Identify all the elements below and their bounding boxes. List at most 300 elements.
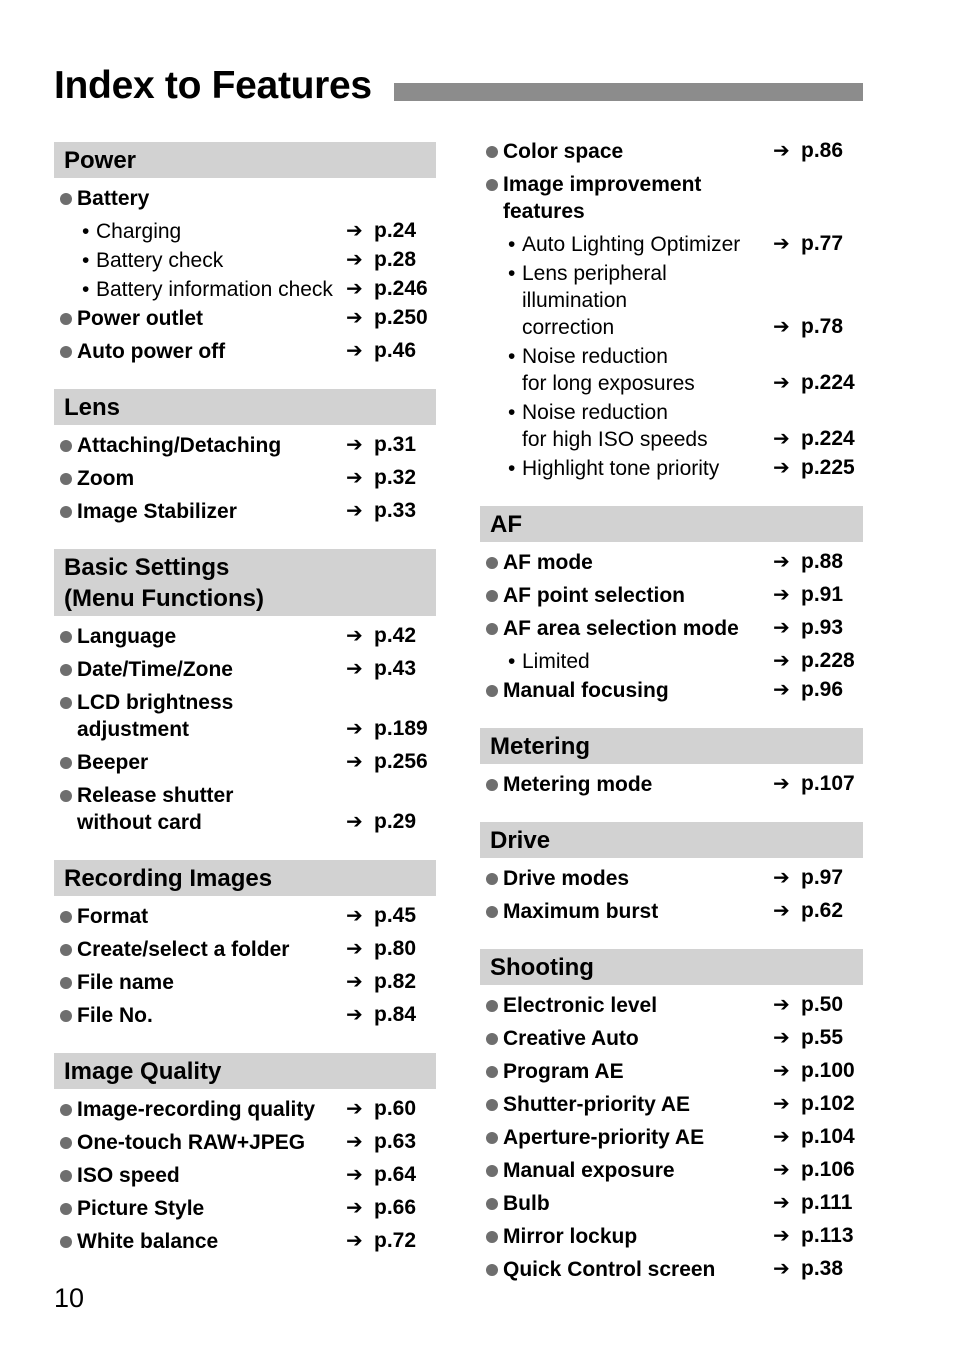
index-entry bbox=[480, 1058, 863, 1085]
page-reference[interactable] bbox=[346, 464, 436, 492]
page-reference[interactable] bbox=[773, 454, 863, 482]
bullet-icon bbox=[486, 1066, 498, 1078]
entry-label: Shutter-priority AE bbox=[503, 1093, 691, 1116]
page-reference[interactable] bbox=[773, 137, 863, 165]
arrow-right-icon: ➔ bbox=[346, 340, 363, 362]
page-ref-text: p.225 bbox=[801, 456, 855, 479]
page-ref-text: p.32 bbox=[374, 466, 417, 489]
page-reference[interactable] bbox=[346, 902, 436, 930]
entry-label: LCD brightness adjustment bbox=[77, 691, 234, 741]
entry-label: Metering mode bbox=[503, 773, 653, 796]
page-reference[interactable] bbox=[346, 715, 436, 743]
bullet-icon bbox=[486, 179, 498, 191]
page-ref-text: p.66 bbox=[374, 1196, 417, 1219]
page-reference[interactable] bbox=[773, 313, 863, 341]
index-entry bbox=[54, 782, 436, 836]
page-reference[interactable] bbox=[346, 497, 436, 525]
index-entry bbox=[480, 1124, 863, 1151]
bullet-icon bbox=[486, 557, 498, 569]
page-reference[interactable] bbox=[346, 1227, 436, 1255]
page-ref-text: p.64 bbox=[374, 1163, 417, 1186]
page-number: 10 bbox=[54, 1283, 85, 1313]
index-entry bbox=[480, 549, 863, 576]
page-reference[interactable] bbox=[773, 1057, 863, 1085]
index-entry bbox=[54, 1129, 436, 1156]
page-reference[interactable] bbox=[346, 1128, 436, 1156]
page-ref-text: p.43 bbox=[374, 657, 417, 680]
arrow-right-icon: ➔ bbox=[773, 650, 790, 672]
entry-label: Auto power off bbox=[77, 340, 226, 363]
page-ref-text: p.84 bbox=[374, 1003, 417, 1026]
entry-label: AF point selection bbox=[503, 584, 686, 607]
section-header: Basic Settings (Menu Functions) bbox=[54, 549, 436, 616]
entry-label: Picture Style bbox=[77, 1197, 205, 1220]
section-recording-images bbox=[54, 860, 436, 1029]
page-ref-text: p.45 bbox=[374, 904, 417, 927]
arrow-right-icon: ➔ bbox=[773, 617, 790, 639]
index-entry bbox=[54, 498, 436, 525]
page-ref-text: p.224 bbox=[801, 427, 855, 450]
page-ref-text: p.86 bbox=[801, 139, 844, 162]
entry-label: Date/Time/Zone bbox=[77, 658, 233, 681]
index-entry bbox=[480, 677, 863, 704]
index-entry bbox=[480, 615, 863, 642]
bullet-icon bbox=[60, 790, 72, 802]
section-lens bbox=[54, 389, 436, 525]
page-ref-text: p.250 bbox=[374, 306, 428, 329]
entry-label: Image Stabilizer bbox=[77, 500, 237, 523]
index-entry bbox=[480, 171, 863, 225]
page-reference[interactable] bbox=[773, 1189, 863, 1217]
index-entry bbox=[54, 1096, 436, 1123]
arrow-right-icon: ➔ bbox=[773, 867, 790, 889]
page-reference[interactable] bbox=[346, 808, 436, 836]
entry-label: Manual focusing bbox=[503, 679, 669, 702]
index-entry bbox=[480, 455, 863, 482]
arrow-right-icon: ➔ bbox=[773, 457, 790, 479]
entry-label: Beeper bbox=[77, 751, 149, 774]
bullet-icon bbox=[486, 623, 498, 635]
index-entry bbox=[54, 1162, 436, 1189]
page-reference[interactable] bbox=[773, 369, 863, 397]
entry-label: Noise reduction for high ISO speeds bbox=[522, 401, 708, 451]
index-entry bbox=[54, 276, 436, 303]
arrow-right-icon: ➔ bbox=[346, 1197, 363, 1219]
entry-label: Attaching/Detaching bbox=[77, 434, 282, 457]
arrow-right-icon: ➔ bbox=[346, 625, 363, 647]
bullet-icon bbox=[60, 1203, 72, 1215]
index-entry bbox=[54, 338, 436, 365]
page-reference[interactable] bbox=[346, 217, 436, 245]
index-entry bbox=[54, 305, 436, 332]
entry-label: Quick Control screen bbox=[503, 1258, 716, 1281]
arrow-right-icon: ➔ bbox=[346, 811, 363, 833]
page-reference[interactable] bbox=[346, 1095, 436, 1123]
section-header: Power bbox=[54, 142, 436, 178]
entry-label: File No. bbox=[77, 1004, 153, 1027]
page-reference[interactable] bbox=[773, 770, 863, 798]
arrow-right-icon: ➔ bbox=[773, 679, 790, 701]
entry-label: Auto Lighting Optimizer bbox=[522, 233, 741, 256]
entry-label: Manual exposure bbox=[503, 1159, 675, 1182]
bullet-icon bbox=[60, 313, 72, 325]
section-continued bbox=[480, 138, 863, 482]
sub-bullet: • bbox=[508, 233, 516, 256]
index-entry bbox=[480, 1256, 863, 1283]
bullet-icon bbox=[486, 1231, 498, 1243]
arrow-right-icon: ➔ bbox=[773, 1225, 790, 1247]
bullet-icon bbox=[486, 1198, 498, 1210]
index-entry bbox=[54, 936, 436, 963]
bullet-icon bbox=[60, 193, 72, 205]
page-ref-text: p.106 bbox=[801, 1158, 855, 1181]
index-entry bbox=[54, 689, 436, 743]
page-reference[interactable] bbox=[773, 1024, 863, 1052]
entry-label: White balance bbox=[77, 1230, 219, 1253]
page-ref-text: p.93 bbox=[801, 616, 844, 639]
entry-label: Aperture-priority AE bbox=[503, 1126, 705, 1149]
arrow-right-icon: ➔ bbox=[773, 140, 790, 162]
arrow-right-icon: ➔ bbox=[346, 658, 363, 680]
bullet-icon bbox=[60, 911, 72, 923]
bullet-icon bbox=[486, 906, 498, 918]
entry-label: Format bbox=[77, 905, 149, 928]
arrow-right-icon: ➔ bbox=[346, 1004, 363, 1026]
entry-label: Maximum burst bbox=[503, 900, 659, 923]
bullet-icon bbox=[486, 1000, 498, 1012]
bullet-icon bbox=[486, 1165, 498, 1177]
index-entry bbox=[54, 749, 436, 776]
page-ref-text: p.28 bbox=[374, 248, 417, 271]
page-ref-text: p.256 bbox=[374, 750, 428, 773]
bullet-icon bbox=[60, 977, 72, 989]
entry-label: Mirror lockup bbox=[503, 1225, 638, 1248]
bullet-icon bbox=[60, 506, 72, 518]
bullet-icon bbox=[486, 1132, 498, 1144]
page-reference[interactable] bbox=[346, 1161, 436, 1189]
page-reference[interactable] bbox=[346, 304, 436, 332]
sub-bullet: • bbox=[508, 401, 516, 424]
page-ref-text: p.104 bbox=[801, 1125, 855, 1148]
page-ref-text: p.31 bbox=[374, 433, 417, 456]
page-ref-text: p.82 bbox=[374, 970, 417, 993]
section-shooting bbox=[480, 949, 863, 1283]
page-reference[interactable] bbox=[346, 275, 436, 303]
arrow-right-icon: ➔ bbox=[773, 428, 790, 450]
page-ref-text: p.33 bbox=[374, 499, 417, 522]
page-reference[interactable] bbox=[773, 548, 863, 576]
bullet-icon bbox=[486, 1099, 498, 1111]
arrow-right-icon: ➔ bbox=[346, 718, 363, 740]
entry-label: Limited bbox=[522, 650, 590, 673]
bullet-icon bbox=[60, 1010, 72, 1022]
page-ref-text: p.228 bbox=[801, 649, 855, 672]
entry-label: Power outlet bbox=[77, 307, 204, 330]
page-ref-text: p.29 bbox=[374, 810, 417, 833]
arrow-right-icon: ➔ bbox=[346, 971, 363, 993]
entry-label: Language bbox=[77, 625, 177, 648]
index-entry bbox=[480, 138, 863, 165]
page-ref-text: p.46 bbox=[374, 339, 417, 362]
index-entry bbox=[480, 865, 863, 892]
entry-label: AF mode bbox=[503, 551, 593, 574]
index-entry bbox=[54, 247, 436, 274]
entry-label: AF area selection mode bbox=[503, 617, 739, 640]
page-reference[interactable] bbox=[773, 897, 863, 925]
arrow-right-icon: ➔ bbox=[346, 467, 363, 489]
index-entry bbox=[54, 218, 436, 245]
arrow-right-icon: ➔ bbox=[346, 500, 363, 522]
entry-label: Zoom bbox=[77, 467, 135, 490]
section-basic-settings-menu-functions bbox=[54, 549, 436, 836]
index-entry bbox=[480, 582, 863, 609]
bullet-icon bbox=[60, 697, 72, 709]
page-title: Index to Features bbox=[54, 64, 372, 107]
entry-label: Bulb bbox=[503, 1192, 550, 1215]
index-entry bbox=[54, 185, 436, 212]
page-reference[interactable] bbox=[773, 1222, 863, 1250]
index-entry bbox=[480, 399, 863, 453]
arrow-right-icon: ➔ bbox=[773, 1159, 790, 1181]
entry-label: Battery information check bbox=[96, 278, 333, 301]
bullet-icon bbox=[60, 1170, 72, 1182]
arrow-right-icon: ➔ bbox=[346, 1230, 363, 1252]
arrow-right-icon: ➔ bbox=[773, 900, 790, 922]
entry-label: File name bbox=[77, 971, 174, 994]
section-image-quality bbox=[54, 1053, 436, 1255]
entry-label: Create/select a folder bbox=[77, 938, 290, 961]
arrow-right-icon: ➔ bbox=[773, 233, 790, 255]
page-reference[interactable] bbox=[346, 337, 436, 365]
page-reference[interactable] bbox=[773, 230, 863, 258]
arrow-right-icon: ➔ bbox=[346, 249, 363, 271]
page-reference[interactable] bbox=[773, 1156, 863, 1184]
page-reference[interactable] bbox=[346, 655, 436, 683]
right-column bbox=[480, 138, 863, 1307]
page-ref-text: p.72 bbox=[374, 1229, 417, 1252]
section-header: Shooting bbox=[480, 949, 863, 985]
arrow-right-icon: ➔ bbox=[346, 751, 363, 773]
page-ref-text: p.24 bbox=[374, 219, 417, 242]
entry-label: Highlight tone priority bbox=[522, 457, 720, 480]
sub-bullet: • bbox=[508, 457, 516, 480]
entry-label: Color space bbox=[503, 140, 624, 163]
page-ref-text: p.189 bbox=[374, 717, 428, 740]
page-reference[interactable] bbox=[346, 968, 436, 996]
section-header: AF bbox=[480, 506, 863, 542]
entry-label: Image-recording quality bbox=[77, 1098, 316, 1121]
index-entry bbox=[54, 432, 436, 459]
page-reference[interactable] bbox=[346, 246, 436, 274]
page-ref-text: p.50 bbox=[801, 993, 844, 1016]
arrow-right-icon: ➔ bbox=[346, 905, 363, 927]
index-entry bbox=[480, 898, 863, 925]
index-entry bbox=[54, 1228, 436, 1255]
sub-bullet: • bbox=[508, 650, 516, 673]
arrow-right-icon: ➔ bbox=[346, 938, 363, 960]
arrow-right-icon: ➔ bbox=[346, 1131, 363, 1153]
index-entry bbox=[480, 1223, 863, 1250]
section-header: Drive bbox=[480, 822, 863, 858]
page-ref-text: p.111 bbox=[801, 1191, 853, 1214]
entry-label: Release shutter without card bbox=[77, 784, 234, 834]
index-entry bbox=[54, 623, 436, 650]
bullet-icon bbox=[486, 685, 498, 697]
page-ref-text: p.77 bbox=[801, 232, 844, 255]
index-entry bbox=[480, 1025, 863, 1052]
arrow-right-icon: ➔ bbox=[346, 220, 363, 242]
arrow-right-icon: ➔ bbox=[773, 773, 790, 795]
page-ref-text: p.62 bbox=[801, 899, 844, 922]
arrow-right-icon: ➔ bbox=[346, 434, 363, 456]
page-ref-text: p.113 bbox=[801, 1224, 854, 1247]
entry-label: ISO speed bbox=[77, 1164, 180, 1187]
entry-label: Battery bbox=[77, 187, 150, 210]
page-reference[interactable] bbox=[346, 1194, 436, 1222]
page-ref-text: p.78 bbox=[801, 315, 844, 338]
index-entry bbox=[480, 343, 863, 397]
sub-bullet: • bbox=[82, 278, 90, 301]
page-reference[interactable] bbox=[346, 1001, 436, 1029]
sub-bullet: • bbox=[82, 220, 90, 243]
page-reference[interactable] bbox=[346, 935, 436, 963]
index-entry bbox=[54, 465, 436, 492]
section-header: Lens bbox=[54, 389, 436, 425]
page-reference[interactable] bbox=[346, 431, 436, 459]
arrow-right-icon: ➔ bbox=[346, 1164, 363, 1186]
page-ref-text: p.63 bbox=[374, 1130, 417, 1153]
page-reference[interactable] bbox=[346, 622, 436, 650]
entry-label: One-touch RAW+JPEG bbox=[77, 1131, 306, 1154]
page-ref-text: p.91 bbox=[801, 583, 844, 606]
index-entry bbox=[480, 1157, 863, 1184]
page-ref-text: p.100 bbox=[801, 1059, 855, 1082]
page-reference[interactable] bbox=[773, 676, 863, 704]
index-entry bbox=[480, 1190, 863, 1217]
page-reference[interactable] bbox=[773, 1255, 863, 1283]
page-reference[interactable] bbox=[773, 581, 863, 609]
arrow-right-icon: ➔ bbox=[773, 584, 790, 606]
index-entry bbox=[54, 903, 436, 930]
sub-bullet: • bbox=[508, 262, 516, 285]
arrow-right-icon: ➔ bbox=[773, 372, 790, 394]
page-reference[interactable] bbox=[773, 614, 863, 642]
page-ref-text: p.102 bbox=[801, 1092, 855, 1115]
arrow-right-icon: ➔ bbox=[773, 1060, 790, 1082]
entry-label: Lens peripheral illumination correction bbox=[522, 262, 667, 339]
entry-label: Image improvement features bbox=[503, 173, 702, 223]
index-entry bbox=[480, 1091, 863, 1118]
page-ref-text: p.224 bbox=[801, 371, 855, 394]
index-entry bbox=[480, 231, 863, 258]
page-reference[interactable] bbox=[773, 991, 863, 1019]
arrow-right-icon: ➔ bbox=[773, 994, 790, 1016]
entry-label: Battery check bbox=[96, 249, 224, 272]
bullet-icon bbox=[60, 944, 72, 956]
index-entry bbox=[54, 1195, 436, 1222]
section-af bbox=[480, 506, 863, 704]
bullet-icon bbox=[60, 757, 72, 769]
bullet-icon bbox=[486, 873, 498, 885]
arrow-right-icon: ➔ bbox=[346, 278, 363, 300]
bullet-icon bbox=[486, 590, 498, 602]
arrow-right-icon: ➔ bbox=[773, 1093, 790, 1115]
page-reference[interactable] bbox=[773, 864, 863, 892]
page-reference[interactable] bbox=[773, 647, 863, 675]
page-ref-text: p.97 bbox=[801, 866, 844, 889]
page-ref-text: p.246 bbox=[374, 277, 428, 300]
page-reference[interactable] bbox=[773, 1123, 863, 1151]
page-ref-text: p.42 bbox=[374, 624, 417, 647]
bullet-icon bbox=[486, 1033, 498, 1045]
page-ref-text: p.88 bbox=[801, 550, 844, 573]
bullet-icon bbox=[60, 1137, 72, 1149]
sub-bullet: • bbox=[508, 345, 516, 368]
left-column bbox=[54, 142, 436, 1279]
entry-label: Program AE bbox=[503, 1060, 624, 1083]
entry-label: Creative Auto bbox=[503, 1027, 639, 1050]
arrow-right-icon: ➔ bbox=[773, 316, 790, 338]
entry-label: Drive modes bbox=[503, 867, 630, 890]
page-ref-text: p.107 bbox=[801, 772, 855, 795]
arrow-right-icon: ➔ bbox=[773, 551, 790, 573]
arrow-right-icon: ➔ bbox=[346, 1098, 363, 1120]
arrow-right-icon: ➔ bbox=[773, 1126, 790, 1148]
section-power bbox=[54, 142, 436, 365]
index-entry bbox=[480, 992, 863, 1019]
bullet-icon bbox=[486, 779, 498, 791]
arrow-right-icon: ➔ bbox=[773, 1027, 790, 1049]
sub-bullet: • bbox=[82, 249, 90, 272]
entry-label: Noise reduction for long exposures bbox=[522, 345, 695, 395]
index-entry bbox=[480, 260, 863, 341]
bullet-icon bbox=[60, 1236, 72, 1248]
index-entry bbox=[480, 771, 863, 798]
page-ref-text: p.96 bbox=[801, 678, 844, 701]
bullet-icon bbox=[60, 473, 72, 485]
section-header: Image Quality bbox=[54, 1053, 436, 1089]
bullet-icon bbox=[60, 664, 72, 676]
page-ref-text: p.38 bbox=[801, 1257, 844, 1280]
bullet-icon bbox=[486, 1264, 498, 1276]
bullet-icon bbox=[60, 440, 72, 452]
bullet-icon bbox=[60, 346, 72, 358]
bullet-icon bbox=[486, 146, 498, 158]
page-reference[interactable] bbox=[346, 748, 436, 776]
bullet-icon bbox=[60, 631, 72, 643]
section-drive bbox=[480, 822, 863, 925]
arrow-right-icon: ➔ bbox=[346, 307, 363, 329]
page-reference[interactable] bbox=[773, 425, 863, 453]
index-entry bbox=[54, 656, 436, 683]
entry-label: Charging bbox=[96, 220, 182, 243]
index-entry bbox=[54, 1002, 436, 1029]
entry-label: Electronic level bbox=[503, 994, 658, 1017]
bullet-icon bbox=[60, 1104, 72, 1116]
section-header: Metering bbox=[480, 728, 863, 764]
index-entry bbox=[54, 969, 436, 996]
section-metering bbox=[480, 728, 863, 798]
page-ref-text: p.55 bbox=[801, 1026, 844, 1049]
page-ref-text: p.80 bbox=[374, 937, 417, 960]
section-header: Recording Images bbox=[54, 860, 436, 896]
title-bar bbox=[394, 83, 863, 101]
arrow-right-icon: ➔ bbox=[773, 1192, 790, 1214]
page-ref-text: p.60 bbox=[374, 1097, 417, 1120]
page-reference[interactable] bbox=[773, 1090, 863, 1118]
arrow-right-icon: ➔ bbox=[773, 1258, 790, 1280]
index-entry bbox=[480, 648, 863, 675]
